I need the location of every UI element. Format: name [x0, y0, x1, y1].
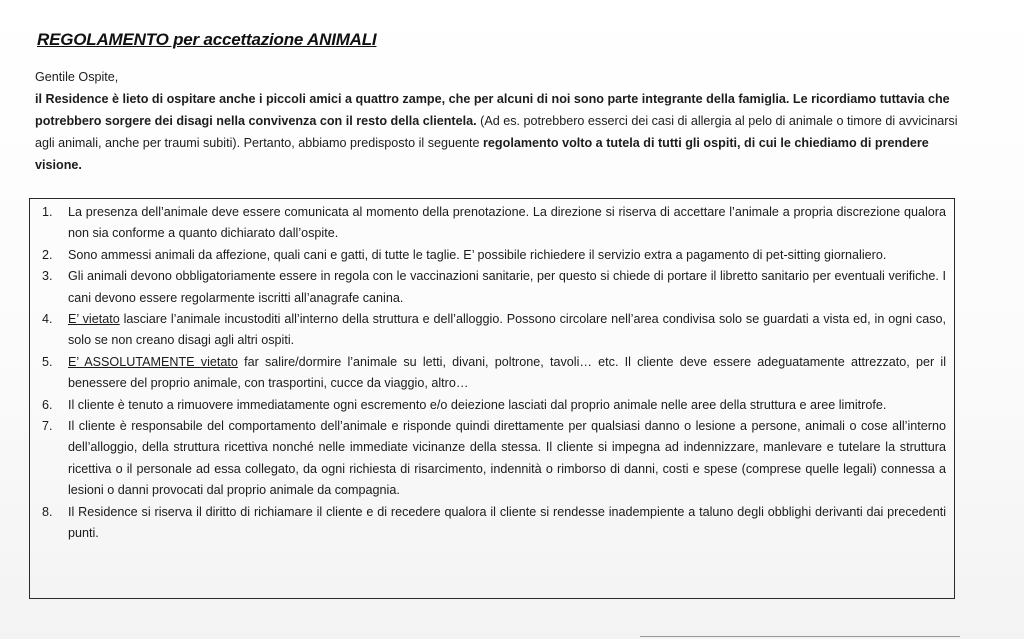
rule-number: 6. [42, 397, 53, 412]
rule-text: Il cliente è tenuto a rimuovere immediatamente ogni escremento e/o deiezione lasciati dal proprio animale nelle aree della struttura e aree limitrofe. [68, 397, 887, 412]
rule-item-5 [30, 352, 954, 395]
rule-number: 2. [42, 247, 53, 262]
footer-divider [640, 636, 960, 637]
rule-number: 4. [42, 312, 53, 327]
greeting: Gentile Ospite, [35, 70, 119, 84]
rules-list [30, 202, 954, 545]
rule-text: lasciare l’animale incustoditi all’interno della struttura e dell’alloggio. Possono circolare nell’area condivisa solo se guardati a vista ed, in ogni caso, solo se non creano disagi agli altri ospiti. [68, 312, 946, 348]
rule-text: Gli animali devono obbligatoriamente essere in regola con le vaccinazioni sanitarie, per questo si chiede di portare il libretto sanitario per eventuali verifiche. I cani devono essere regolarmente iscritti all’anagrafe canina. [68, 269, 946, 305]
rule-number: 5. [42, 354, 53, 369]
rule-lead-underlined: E’ ASSOLUTAMENTE vietato [68, 354, 238, 369]
rule-item-2 [30, 245, 954, 266]
rule-item-4 [30, 309, 954, 352]
intro-paragraph [35, 66, 959, 176]
rule-item-3 [30, 266, 954, 309]
intro-bold-part-2: regolamento volto a tutela di tutti gli ospiti, di cui le chiediamo di prendere visione. [35, 136, 929, 172]
intro-normal-part: (Ad es. potrebbero esserci dei casi di allergia al pelo di animale o timore di avvicinarsi agli animali, anche per traumi subiti). Pertanto, abbiamo predisposto il seguente [35, 114, 958, 150]
rule-item-8 [30, 502, 954, 545]
rule-item-1 [30, 202, 954, 245]
rule-lead-underlined: E’ vietato [68, 312, 120, 327]
rule-item-6 [30, 395, 954, 416]
rule-number: 8. [42, 504, 53, 519]
rule-text: Il Residence si riserva il diritto di richiamare il cliente e di recedere qualora il cliente si rendesse inadempiente a taluno degli obblighi derivanti dai precedenti punti. [68, 504, 946, 541]
intro-bold-part-1: il Residence è lieto di ospitare anche i piccoli amici a quattro zampe, che per alcuni di noi sono parte integrante della famiglia. Le ricordiamo tuttavia che potrebbero sorgere dei disagi nella convivenza con il resto della clientela. [35, 92, 950, 128]
rule-text: far salire/dormire l’animale su letti, divani, poltrone, tavoli… etc. Il cliente deve essere adeguatamente attrezzato, per il benessere del proprio animale, con trasportini, cucce da viaggio, altro… [68, 354, 946, 391]
rule-number: 3. [42, 269, 53, 284]
rule-number: 7. [42, 419, 53, 434]
rule-item-7 [30, 416, 954, 502]
document-title: REGOLAMENTO per accettazione ANIMALI [37, 30, 377, 49]
rule-text: La presenza dell’animale deve essere comunicata al momento della prenotazione. La direzione si riserva di accettare l’animale a propria discrezione qualora non sia conforme a quanto dichiarato dall’ospite. [68, 205, 946, 241]
rule-text: Sono ammessi animali da affezione, quali cani e gatti, di tutte le taglie. E’ possibile richiedere il servizio extra a pagamento di pet-sitting giornaliero. [68, 247, 887, 262]
rule-number: 1. [42, 205, 53, 219]
rules-box [29, 198, 955, 599]
rule-text: Il cliente è responsabile del comportamento dell’animale e risponde quindi direttamente per qualsiasi danno o lesione a persone, animali o cose all’interno dell’alloggio, della struttura ricettiva nonché nelle immediate vicinanze della stessa. Il cliente si impegna ad indennizzare, manlevare e tutelare la struttura ricettiva o il personale ad essa collegato, da ogni richiesta di risarcimento, indennità o rimborso di danni, costi e spese (comprese quelle legali) connessa a lesioni o danni provocati dal proprio animale da compagnia. [68, 419, 946, 498]
